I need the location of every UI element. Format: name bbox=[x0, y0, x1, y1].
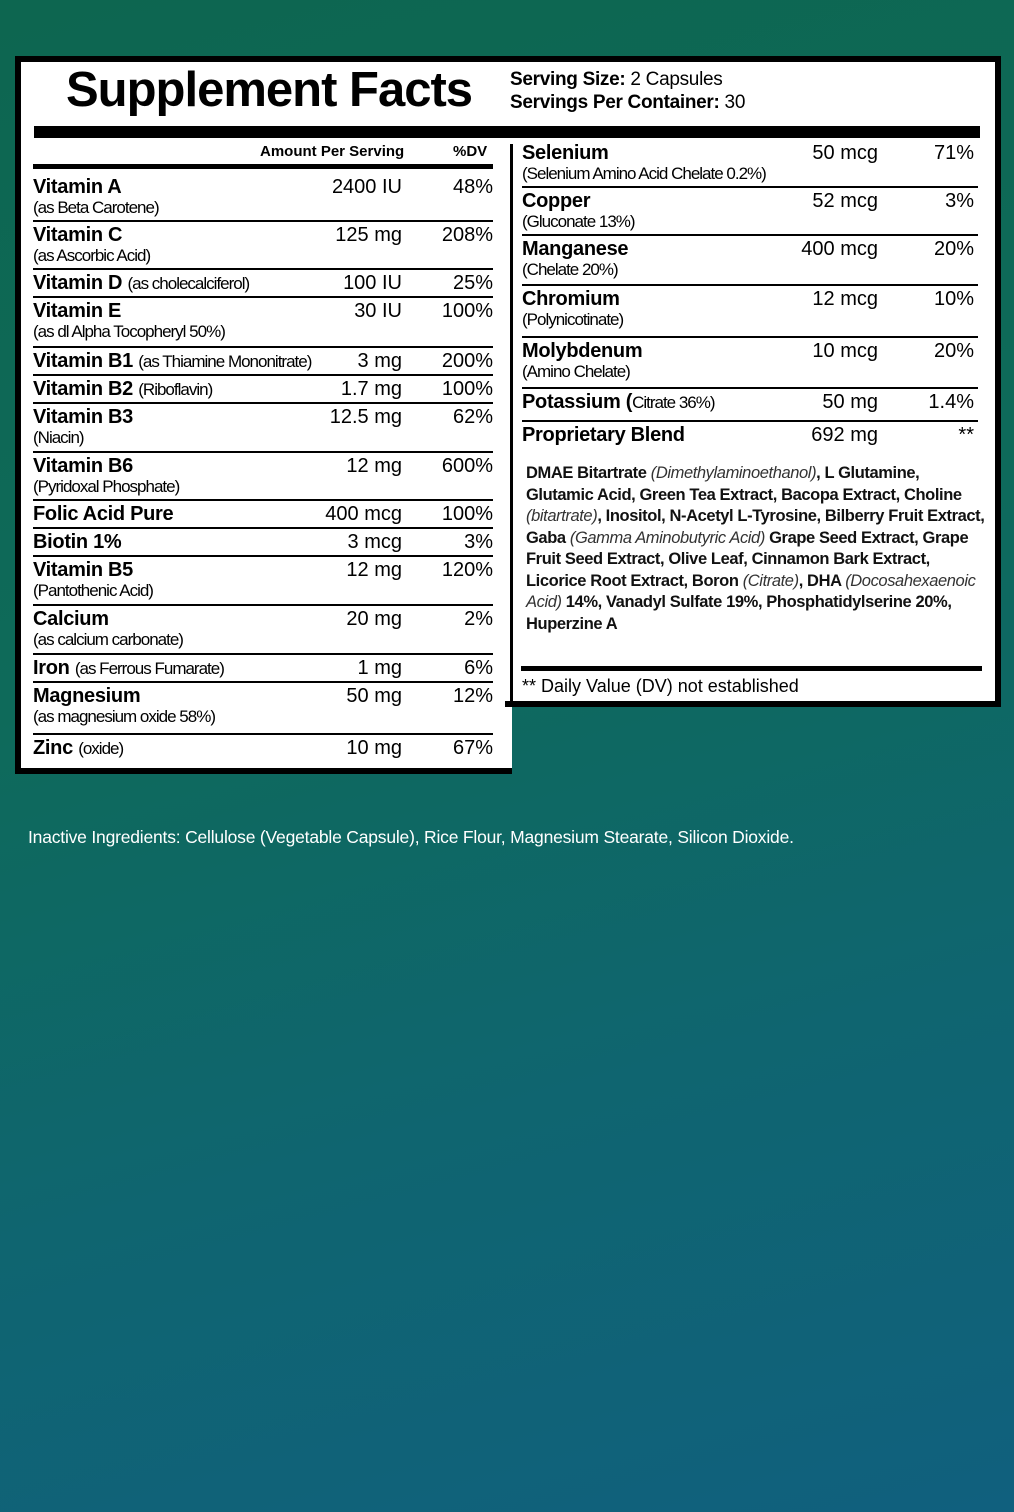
nutrient-row bbox=[522, 286, 978, 338]
nutrient-row bbox=[33, 222, 493, 270]
nutrient-source: (as magnesium oxide 58%) bbox=[33, 707, 215, 726]
nutrient-source: (oxide) bbox=[78, 739, 124, 758]
serving-info bbox=[510, 68, 745, 114]
nutrient-name-text: Molybdenum bbox=[522, 340, 643, 362]
nutrient-name bbox=[522, 288, 620, 311]
nutrient-row bbox=[522, 338, 978, 389]
nutrient-row bbox=[33, 348, 493, 376]
nutrient-amount: 12 mcg bbox=[812, 288, 878, 310]
nutrient-name bbox=[522, 238, 628, 261]
nutrient-name-text: Biotin 1% bbox=[33, 531, 122, 553]
nutrient-source: (Gluconate 13%) bbox=[522, 212, 635, 231]
serving-size-label: Serving Size: bbox=[510, 69, 626, 90]
nutrient-source: (as Thiamine Mononitrate) bbox=[138, 352, 312, 371]
nutrient-amount: 12.5 mg bbox=[329, 406, 402, 428]
nutrient-source: (as dl Alpha Tocopheryl 50%) bbox=[33, 322, 225, 341]
nutrient-dv: 208% bbox=[441, 224, 493, 246]
nutrient-name-text: Iron bbox=[33, 657, 70, 679]
nutrient-name-text: Chromium bbox=[522, 288, 620, 310]
nutrient-name bbox=[522, 391, 715, 414]
nutrient-name bbox=[33, 406, 133, 429]
nutrient-dv: 71% bbox=[933, 142, 974, 164]
blend-ingredient-text: , Inositol, N-Acetyl L-Tyrosine, Bilberry Fruit Extract, Gaba bbox=[526, 507, 985, 547]
nutrient-name bbox=[33, 608, 109, 631]
nutrient-name bbox=[33, 685, 140, 708]
nutrient-amount: 50 mg bbox=[346, 685, 402, 707]
nutrient-amount: 10 mcg bbox=[812, 340, 878, 362]
nutrient-amount: 2400 IU bbox=[331, 176, 402, 198]
nutrient-row bbox=[33, 529, 493, 557]
blend-ingredient-text: DMAE Bitartrate bbox=[526, 464, 651, 482]
nutrient-row bbox=[522, 422, 978, 458]
nutrient-name bbox=[522, 340, 642, 363]
nutrient-name bbox=[33, 455, 133, 478]
nutrient-amount: 692 mg bbox=[811, 424, 878, 446]
blend-ingredient-text: , L Glutamine, Glutamic Acid, Green Tea Extract, Bacopa Extract, Choline bbox=[526, 464, 962, 504]
nutrient-dv: 6% bbox=[464, 657, 493, 679]
nutrient-dv: 48% bbox=[452, 176, 493, 198]
nutrient-name bbox=[522, 424, 685, 447]
nutrient-list-right bbox=[522, 140, 978, 458]
nutrient-row bbox=[522, 389, 978, 422]
nutrient-dv: 600% bbox=[441, 455, 493, 477]
nutrient-dv: 10% bbox=[933, 288, 974, 310]
nutrient-amount: 3 mg bbox=[357, 350, 402, 372]
nutrient-dv: 3% bbox=[464, 531, 493, 553]
nutrient-dv: 120% bbox=[441, 559, 493, 581]
nutrient-name-text: Zinc bbox=[33, 737, 73, 759]
inactive-ingredients: Inactive Ingredients: Cellulose (Vegetable Capsule), Rice Flour, Magnesium Stearate, Silicon Dioxide. bbox=[28, 827, 794, 847]
nutrient-name-text: Folic Acid Pure bbox=[33, 503, 174, 525]
column-divider bbox=[510, 144, 513, 704]
blend-ingredient-text: (Docosahexaenoic Acid) bbox=[526, 571, 976, 611]
nutrient-amount: 10 mg bbox=[346, 737, 402, 759]
nutrient-name bbox=[33, 737, 123, 760]
nutrient-name bbox=[33, 378, 212, 401]
nutrient-dv: 25% bbox=[452, 272, 493, 294]
nutrient-amount: 30 IU bbox=[354, 300, 402, 322]
nutrient-row bbox=[33, 174, 493, 222]
nutrient-row bbox=[33, 298, 493, 348]
nutrient-name-text: Vitamin B5 bbox=[33, 559, 133, 581]
nutrient-amount: 100 IU bbox=[343, 272, 402, 294]
nutrient-row bbox=[33, 557, 493, 606]
page-title: Supplement Facts bbox=[66, 63, 473, 117]
servings-per-container-value: 30 bbox=[724, 92, 746, 113]
title-divider bbox=[34, 126, 980, 138]
nutrient-name-text: Vitamin A bbox=[33, 176, 122, 198]
nutrient-dv: 2% bbox=[464, 608, 493, 630]
nutrient-dv: 12% bbox=[452, 685, 493, 707]
serving-size-value: 2 Capsules bbox=[630, 69, 723, 90]
nutrient-amount: 50 mcg bbox=[812, 142, 878, 164]
nutrient-source: (as Beta Carotene) bbox=[33, 198, 159, 217]
nutrient-row bbox=[33, 376, 493, 404]
nutrient-source: (Riboflavin) bbox=[138, 380, 213, 399]
nutrient-row bbox=[33, 655, 493, 683]
nutrient-amount: 1.7 mg bbox=[340, 378, 402, 400]
nutrient-source: Citrate 36%) bbox=[632, 393, 715, 412]
servings-per-container-label: Servings Per Container: bbox=[510, 92, 720, 113]
nutrient-row bbox=[33, 735, 493, 768]
nutrient-amount: 400 mcg bbox=[325, 503, 402, 525]
nutrient-name-text: Manganese bbox=[522, 238, 629, 260]
nutrient-amount: 12 mg bbox=[346, 559, 402, 581]
nutrient-dv: 100% bbox=[441, 378, 493, 400]
nutrient-row bbox=[33, 270, 493, 298]
nutrient-dv: 3% bbox=[945, 190, 974, 212]
nutrient-amount: 52 mcg bbox=[812, 190, 878, 212]
nutrient-dv: 100% bbox=[441, 300, 493, 322]
nutrient-name bbox=[33, 272, 249, 295]
blend-ingredient-text: (bitartrate) bbox=[526, 507, 598, 525]
header-divider bbox=[33, 164, 493, 169]
nutrient-dv: 67% bbox=[452, 737, 493, 759]
nutrient-name-text: Vitamin C bbox=[33, 224, 123, 246]
nutrient-name bbox=[33, 176, 121, 199]
nutrient-name-text: Magnesium bbox=[33, 685, 141, 707]
nutrient-name-text: Potassium ( bbox=[522, 391, 633, 413]
nutrient-row bbox=[522, 236, 978, 286]
nutrient-name bbox=[33, 350, 311, 373]
nutrient-source: (Selenium Amino Acid Chelate 0.2%) bbox=[522, 164, 766, 183]
nutrient-source: (Niacin) bbox=[33, 428, 84, 447]
nutrient-source: (as calcium carbonate) bbox=[33, 630, 183, 649]
nutrient-amount: 400 mcg bbox=[801, 238, 878, 260]
nutrient-row bbox=[522, 188, 978, 236]
amount-header: Amount Per Serving bbox=[260, 143, 405, 160]
nutrient-dv: 200% bbox=[441, 350, 493, 372]
nutrient-name bbox=[33, 224, 122, 247]
nutrient-source: (as Ferrous Fumarate) bbox=[74, 659, 224, 678]
nutrient-name bbox=[522, 190, 590, 213]
footnote: ** Daily Value (DV) not established bbox=[522, 676, 799, 696]
blend-ingredient-text: (Citrate) bbox=[742, 571, 799, 590]
nutrient-source: (Chelate 20%) bbox=[522, 260, 618, 279]
nutrient-row bbox=[33, 404, 493, 453]
nutrient-dv: ** bbox=[958, 424, 974, 446]
nutrient-name-text: Copper bbox=[522, 190, 591, 212]
nutrient-name-text: Vitamin D bbox=[33, 272, 123, 294]
nutrient-name-text: Proprietary Blend bbox=[522, 424, 685, 446]
blend-ingredient-text: (Gamma Aminobutyric Acid) bbox=[569, 528, 765, 547]
dv-header: %DV bbox=[453, 143, 488, 160]
nutrient-source: (Amino Chelate) bbox=[522, 362, 630, 381]
nutrient-dv: 100% bbox=[441, 503, 493, 525]
nutrient-name-text: Vitamin E bbox=[33, 300, 122, 322]
nutrient-source: (as Ascorbic Acid) bbox=[33, 246, 151, 265]
nutrient-name-text: Calcium bbox=[33, 608, 109, 630]
nutrient-row bbox=[522, 140, 978, 188]
nutrient-dv: 1.4% bbox=[928, 391, 974, 413]
nutrient-name bbox=[33, 657, 224, 680]
footnote-divider bbox=[521, 666, 982, 671]
nutrient-amount: 50 mg bbox=[822, 391, 878, 413]
nutrient-name-text: Vitamin B3 bbox=[33, 406, 133, 428]
nutrient-name-text: Vitamin B1 bbox=[33, 350, 133, 372]
nutrient-source: (as cholecalciferol) bbox=[127, 274, 250, 293]
nutrient-row bbox=[33, 683, 493, 735]
nutrient-source: (Pyridoxal Phosphate) bbox=[33, 477, 180, 496]
nutrient-amount: 125 mg bbox=[335, 224, 402, 246]
nutrient-name bbox=[33, 503, 173, 526]
nutrient-amount: 12 mg bbox=[346, 455, 402, 477]
blend-ingredient-text: 14%, Vanadyl Sulfate 19%, Phosphatidylserine 20%, Huperzine A bbox=[526, 593, 952, 633]
nutrient-name-text: Selenium bbox=[522, 142, 609, 164]
proprietary-blend-ingredients bbox=[526, 463, 986, 635]
nutrient-list-left bbox=[33, 174, 493, 768]
nutrient-amount: 20 mg bbox=[346, 608, 402, 630]
nutrient-amount: 1 mg bbox=[357, 657, 402, 679]
nutrient-row bbox=[33, 606, 493, 655]
nutrient-dv: 20% bbox=[933, 340, 974, 362]
nutrient-dv: 20% bbox=[933, 238, 974, 260]
nutrient-dv: 62% bbox=[452, 406, 493, 428]
blend-ingredient-text: , DHA bbox=[798, 571, 846, 590]
nutrient-name-text: Vitamin B2 bbox=[33, 378, 133, 400]
nutrient-name bbox=[33, 300, 121, 323]
nutrient-name bbox=[522, 142, 609, 165]
nutrient-source: (Pantothenic Acid) bbox=[33, 581, 153, 600]
nutrient-name bbox=[33, 531, 121, 554]
nutrient-name-text: Vitamin B6 bbox=[33, 455, 133, 477]
nutrient-row bbox=[33, 453, 493, 501]
nutrient-row bbox=[33, 501, 493, 529]
blend-ingredient-text: Grape Seed Extract, Grape Fruit Seed Extract, Olive Leaf, Cinnamon Bark Extract, Licorice Root Extract, Boron bbox=[526, 528, 969, 590]
nutrient-source: (Polynicotinate) bbox=[522, 310, 624, 329]
nutrient-name bbox=[33, 559, 133, 582]
nutrient-amount: 3 mcg bbox=[347, 531, 402, 553]
blend-ingredient-text: (Dimethylaminoethanol) bbox=[650, 464, 817, 482]
